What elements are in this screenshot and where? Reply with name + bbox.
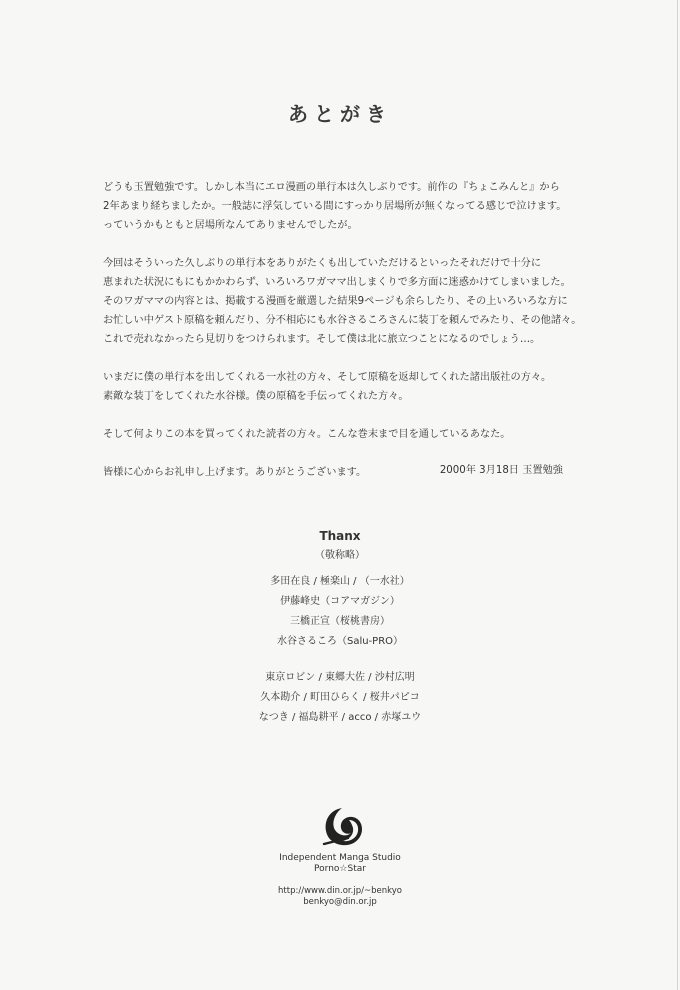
credit-line: 多田在良 / 極楽山 / （一水社） <box>270 576 410 587</box>
text-line: どうも玉置勉強です。しかし本当にエロ漫画の単行本は久しぶりです。前作の『ちょこみんと』から <box>103 182 560 193</box>
text-line: 2年あまり経ちましたか。一般誌に浮気している間にすっかり居場所が無くなってる感じで泣けます。 <box>103 201 567 212</box>
thanx-heading: Thanx <box>319 529 361 543</box>
contact-info <box>0 886 680 908</box>
credit-line: 水谷さるころ（Salu-PRO） <box>276 636 404 647</box>
text-line: 恵まれた状況にもにもかかわらず、いろいろワガママ出しまくりで多方面に迷惑かけてしまいました。 <box>103 277 571 288</box>
text-line: いまだに僕の単行本を出してくれる一水社の方々、そして原稿を返却してくれた諸出版社の方々。 <box>103 372 552 383</box>
credit-line: 久本勘介 / 町田ひらく / 桜井パピコ <box>260 692 420 703</box>
page-edge-line <box>677 0 678 990</box>
credit-line: 東京ロビン / 東郷大佐 / 沙村広明 <box>265 672 415 683</box>
text-line: これで売れなかったら見切りをつけられます。そして僕は北に旅立つことになるのでしょう…。 <box>103 334 541 345</box>
credit-line: なつき / 福島耕平 / acco / 赤塚ユウ <box>258 712 422 723</box>
text-line: 素敵な装丁をしてくれた水谷様。僕の原稿を手伝ってくれた方々。 <box>103 391 409 402</box>
text-line: そして何よりこの本を買ってくれた読者の方々。こんな巻末まで目を通しているあなた。 <box>103 429 511 440</box>
email-link[interactable]: benkyo@din.or.jp <box>303 897 377 907</box>
credits-group-editors <box>0 572 680 652</box>
studio-name-line: Independent Manga Studio <box>279 853 401 863</box>
text-line: 皆様に心からお礼申し上げます。ありがとうございます。 <box>103 467 367 478</box>
thanx-subheading: （敬称略） <box>315 550 365 561</box>
page-title: あとがき <box>288 102 392 126</box>
text-line: っていうかもともと居場所なんてありませんでしたが。 <box>103 220 358 231</box>
paragraph-4 <box>103 425 583 444</box>
credit-line: 三橋正宣（桜桃書房） <box>290 616 390 627</box>
paragraph-2 <box>103 254 583 349</box>
paragraph-1 <box>103 178 583 235</box>
website-link[interactable]: http://www.din.or.jp/~benkyo <box>278 886 402 896</box>
text-line: 今回はそういった久しぶりの単行本をありがたくも出していただけるといったそれだけで十分に <box>103 258 542 269</box>
studio-logo-icon <box>322 804 364 848</box>
studio-name-line: Porno☆Star <box>314 864 366 874</box>
paragraph-3 <box>103 368 583 406</box>
afterword-body <box>103 178 583 501</box>
credit-line: 伊藤峰史（コアマガジン） <box>280 596 400 607</box>
credits-group-guests <box>0 668 680 728</box>
date-signature: 2000年 3月18日 玉置勉強 <box>439 465 563 476</box>
studio-name <box>0 853 680 875</box>
text-line: お忙しい中ゲスト原稿を頼んだり、分不相応にも水谷さるころさんに装丁を頼んでみたり、その他諸々。 <box>103 315 582 326</box>
text-line: そのワガママの内容とは、掲載する漫画を厳選した結果9ページも余らしたり、その上いろいろな方に <box>103 296 568 307</box>
